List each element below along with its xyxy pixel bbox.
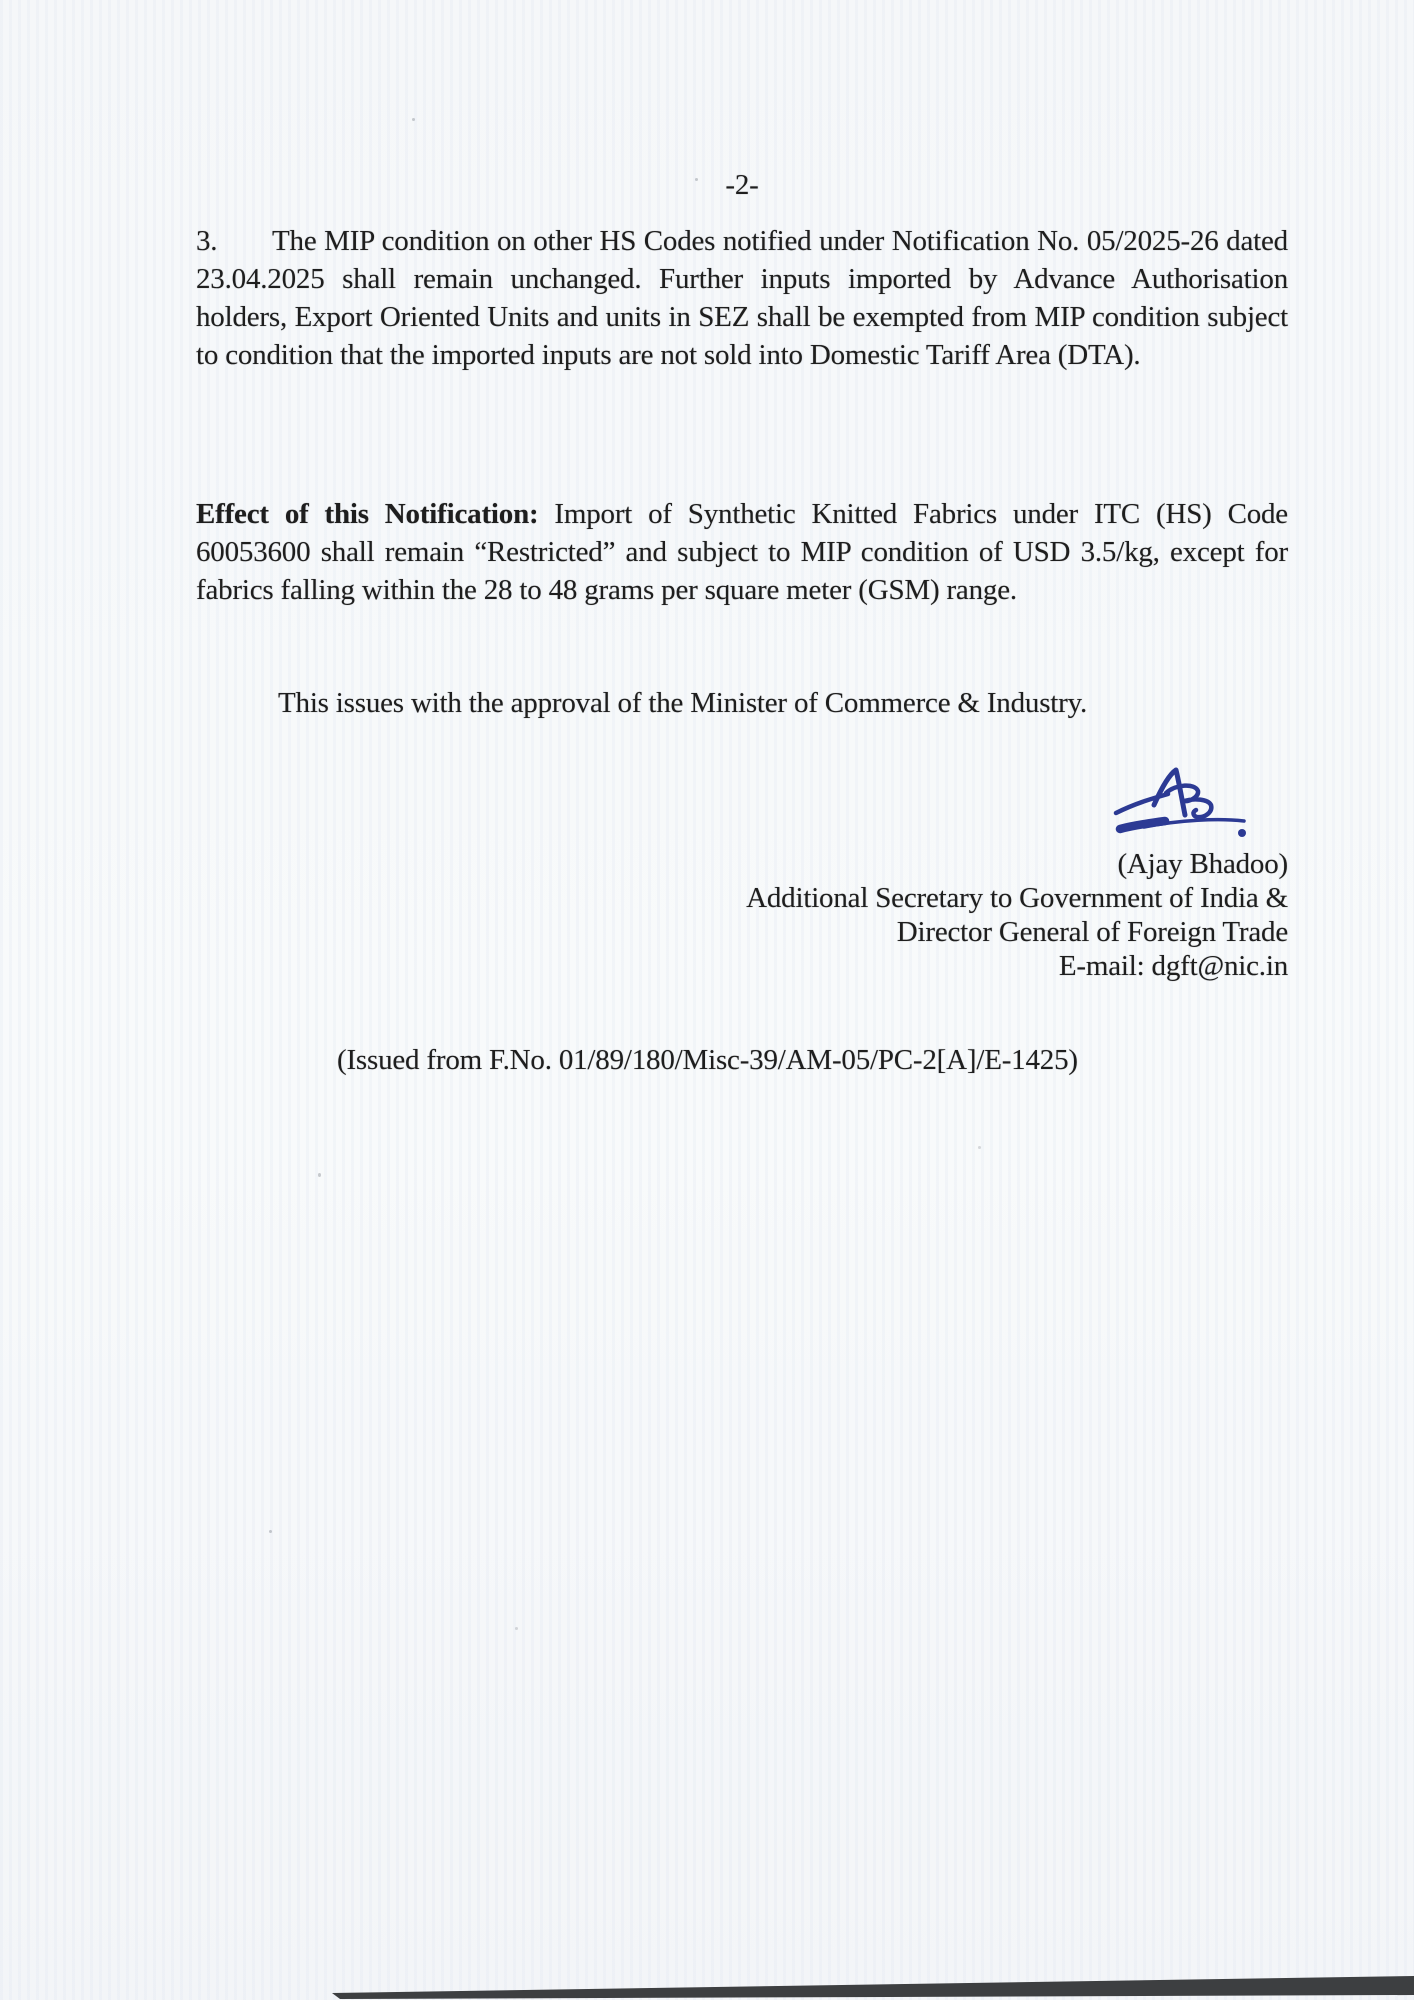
effect-lead-in: Effect of this Notification:	[196, 498, 539, 530]
scan-speck	[318, 1173, 321, 1177]
issued-from-line: (Issued from F.No. 01/89/180/Misc-39/AM-05/PC-2[A]/E-1425)	[337, 1044, 1078, 1076]
scan-speck	[412, 118, 415, 121]
handwritten-signature-icon	[1108, 758, 1268, 848]
scan-speck	[269, 1530, 272, 1533]
paragraph-3-number: 3.	[196, 225, 218, 257]
scan-speck	[695, 178, 698, 181]
paragraph-3	[196, 222, 1288, 374]
effect-paragraph	[196, 495, 1288, 609]
scan-speck	[515, 1627, 518, 1630]
scan-speck	[978, 1146, 981, 1149]
effect-text: Import of Synthetic Knitted Fabrics under ITC (HS) Code 60053600 shall remain “Restricted” and subject to MIP condition of USD 3.5/kg, except for fabrics falling within the 28 to 48 grams per square meter (GSM) range.	[196, 498, 1288, 606]
approval-line: This issues with the approval of the Minister of Commerce & Industry.	[278, 687, 1088, 719]
signatory-name: (Ajay Bhadoo)	[1117, 848, 1288, 880]
page-number: -2-	[725, 169, 759, 201]
signatory-designation-2: Director General of Foreign Trade	[896, 916, 1288, 948]
signatory-email: E-mail: dgft@nic.in	[1058, 950, 1288, 982]
signatory-designation-1: Additional Secretary to Government of India &	[746, 882, 1288, 914]
paragraph-3-text: The MIP condition on other HS Codes notified under Notification No. 05/2025-26 dated 23.04.2025 shall remain unchanged. Further inputs imported by Advance Authorisation holders, Export Oriented Units and units in SEZ shall be exempted from MIP condition subject to condition that the imported inputs are not sold into Domestic Tariff Area (DTA).	[196, 225, 1288, 371]
signature-block	[600, 847, 1288, 983]
